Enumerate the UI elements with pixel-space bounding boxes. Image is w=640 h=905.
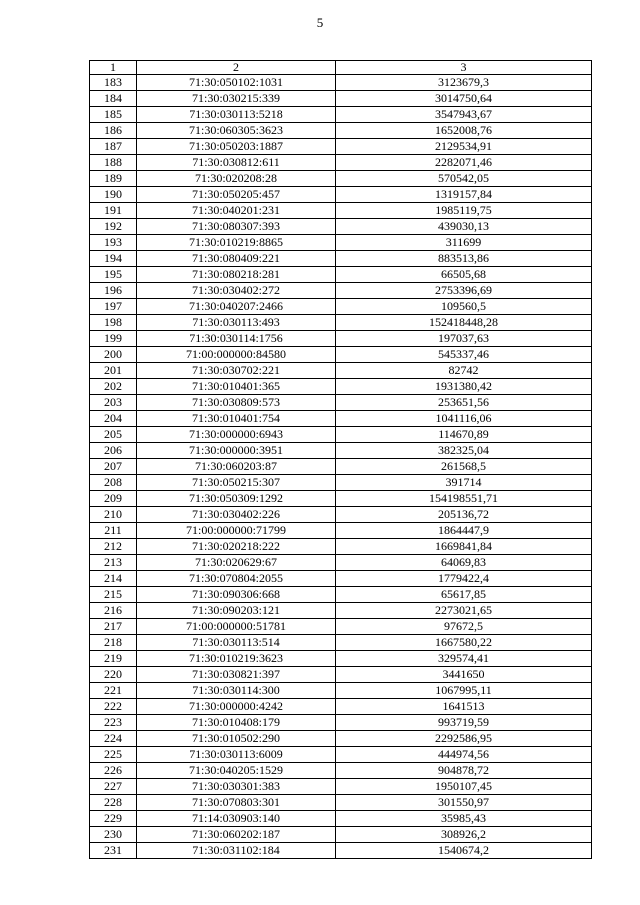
table-row (90, 155, 592, 171)
table-row (90, 235, 592, 251)
cadastral-number-cell: 71:30:030113:493 (137, 315, 336, 331)
table-row (90, 427, 592, 443)
cadastral-number-cell: 71:30:070804:2055 (137, 571, 336, 587)
column-header-1: 1 (90, 61, 137, 75)
row-number-cell: 200 (90, 347, 137, 363)
value-cell: 1950107,45 (336, 779, 592, 795)
value-cell: 391714 (336, 475, 592, 491)
value-cell: 114670,89 (336, 427, 592, 443)
table-row (90, 603, 592, 619)
row-number-cell: 212 (90, 539, 137, 555)
value-cell: 205136,72 (336, 507, 592, 523)
row-number-cell: 221 (90, 683, 137, 699)
row-number-cell: 191 (90, 203, 137, 219)
table-row (90, 395, 592, 411)
row-number-cell: 206 (90, 443, 137, 459)
value-cell: 253651,56 (336, 395, 592, 411)
table-row (90, 123, 592, 139)
value-cell: 82742 (336, 363, 592, 379)
row-number-cell: 215 (90, 587, 137, 603)
cadastral-number-cell: 71:30:080409:221 (137, 251, 336, 267)
row-number-cell: 226 (90, 763, 137, 779)
table-row (90, 203, 592, 219)
cadastral-number-cell: 71:30:050102:1031 (137, 75, 336, 91)
value-cell: 154198551,71 (336, 491, 592, 507)
row-number-cell: 203 (90, 395, 137, 411)
table-row (90, 555, 592, 571)
cadastral-number-cell: 71:30:020218:222 (137, 539, 336, 555)
cadastral-number-cell: 71:00:000000:84580 (137, 347, 336, 363)
row-number-cell: 196 (90, 283, 137, 299)
cadastral-number-cell: 71:00:000000:71799 (137, 523, 336, 539)
row-number-cell: 229 (90, 811, 137, 827)
table-row (90, 699, 592, 715)
cadastral-number-cell: 71:30:080307:393 (137, 219, 336, 235)
cadastral-number-cell: 71:30:050309:1292 (137, 491, 336, 507)
table-row (90, 571, 592, 587)
row-number-cell: 194 (90, 251, 137, 267)
value-cell: 3441650 (336, 667, 592, 683)
value-cell: 3014750,64 (336, 91, 592, 107)
cadastral-number-cell: 71:30:020208:28 (137, 171, 336, 187)
row-number-cell: 201 (90, 363, 137, 379)
row-number-cell: 208 (90, 475, 137, 491)
row-number-cell: 211 (90, 523, 137, 539)
table-row (90, 795, 592, 811)
value-cell: 439030,13 (336, 219, 592, 235)
cadastral-number-cell: 71:30:060305:3623 (137, 123, 336, 139)
table-row (90, 91, 592, 107)
cadastral-number-cell: 71:30:050205:457 (137, 187, 336, 203)
table-row (90, 363, 592, 379)
table-row (90, 283, 592, 299)
cadastral-number-cell: 71:30:010401:365 (137, 379, 336, 395)
cadastral-number-cell: 71:30:010502:290 (137, 731, 336, 747)
value-cell: 2292586,95 (336, 731, 592, 747)
cadastral-number-cell: 71:30:010408:179 (137, 715, 336, 731)
table-row (90, 171, 592, 187)
cadastral-number-cell: 71:30:060202:187 (137, 827, 336, 843)
cadastral-number-cell: 71:30:030114:300 (137, 683, 336, 699)
row-number-cell: 217 (90, 619, 137, 635)
cadastral-number-cell: 71:30:090203:121 (137, 603, 336, 619)
cadastral-number-cell: 71:30:030821:397 (137, 667, 336, 683)
cadastral-number-cell: 71:14:030903:140 (137, 811, 336, 827)
row-number-cell: 195 (90, 267, 137, 283)
row-number-cell: 192 (90, 219, 137, 235)
row-number-cell: 225 (90, 747, 137, 763)
cadastral-number-cell: 71:30:040207:2466 (137, 299, 336, 315)
row-number-cell: 207 (90, 459, 137, 475)
cadastral-number-cell: 71:30:030113:5218 (137, 107, 336, 123)
cadastral-number-cell: 71:30:030812:611 (137, 155, 336, 171)
cadastral-number-cell: 71:30:000000:4242 (137, 699, 336, 715)
table-row (90, 459, 592, 475)
value-cell: 1864447,9 (336, 523, 592, 539)
value-cell: 1041116,06 (336, 411, 592, 427)
row-number-cell: 190 (90, 187, 137, 203)
row-number-cell: 210 (90, 507, 137, 523)
table-row (90, 75, 592, 91)
value-cell: 883513,86 (336, 251, 592, 267)
value-cell: 64069,83 (336, 555, 592, 571)
value-cell: 109560,5 (336, 299, 592, 315)
row-number-cell: 228 (90, 795, 137, 811)
cadastral-number-cell: 71:30:030113:514 (137, 635, 336, 651)
row-number-cell: 198 (90, 315, 137, 331)
value-cell: 2282071,46 (336, 155, 592, 171)
column-header-2: 2 (137, 61, 336, 75)
table-row (90, 827, 592, 843)
row-number-cell: 219 (90, 651, 137, 667)
row-number-cell: 216 (90, 603, 137, 619)
value-cell: 1641513 (336, 699, 592, 715)
table-row (90, 411, 592, 427)
table-row (90, 811, 592, 827)
value-cell: 1067995,11 (336, 683, 592, 699)
table-row (90, 507, 592, 523)
value-cell: 65617,85 (336, 587, 592, 603)
cadastral-number-cell: 71:30:040201:231 (137, 203, 336, 219)
cadastral-number-cell: 71:30:040205:1529 (137, 763, 336, 779)
cadastral-number-cell: 71:30:010401:754 (137, 411, 336, 427)
value-cell: 545337,46 (336, 347, 592, 363)
value-cell: 329574,41 (336, 651, 592, 667)
table-row (90, 763, 592, 779)
row-number-cell: 227 (90, 779, 137, 795)
row-number-cell: 204 (90, 411, 137, 427)
row-number-cell: 224 (90, 731, 137, 747)
value-cell: 2273021,65 (336, 603, 592, 619)
value-cell: 382325,04 (336, 443, 592, 459)
value-cell: 311699 (336, 235, 592, 251)
table-row (90, 539, 592, 555)
table-row (90, 619, 592, 635)
row-number-cell: 209 (90, 491, 137, 507)
column-header-3: 3 (336, 61, 592, 75)
table-header-row (90, 61, 592, 75)
value-cell: 3123679,3 (336, 75, 592, 91)
cadastral-number-cell: 71:30:030402:272 (137, 283, 336, 299)
table-row (90, 779, 592, 795)
cadastral-number-cell: 71:30:080218:281 (137, 267, 336, 283)
table-row (90, 523, 592, 539)
row-number-cell: 223 (90, 715, 137, 731)
value-cell: 197037,63 (336, 331, 592, 347)
table-row (90, 843, 592, 859)
table-row (90, 475, 592, 491)
row-number-cell: 186 (90, 123, 137, 139)
row-number-cell: 199 (90, 331, 137, 347)
data-table (89, 60, 592, 859)
value-cell: 66505,68 (336, 267, 592, 283)
cadastral-number-cell: 71:30:020629:67 (137, 555, 336, 571)
row-number-cell: 188 (90, 155, 137, 171)
table-row (90, 315, 592, 331)
value-cell: 97672,5 (336, 619, 592, 635)
table-row (90, 715, 592, 731)
row-number-cell: 202 (90, 379, 137, 395)
cadastral-number-cell: 71:30:010219:8865 (137, 235, 336, 251)
table-row (90, 139, 592, 155)
value-cell: 1652008,76 (336, 123, 592, 139)
cadastral-number-cell: 71:30:030402:226 (137, 507, 336, 523)
value-cell: 2129534,91 (336, 139, 592, 155)
table-row (90, 683, 592, 699)
row-number-cell: 187 (90, 139, 137, 155)
value-cell: 570542,05 (336, 171, 592, 187)
cadastral-number-cell: 71:30:030215:339 (137, 91, 336, 107)
value-cell: 1667580,22 (336, 635, 592, 651)
row-number-cell: 213 (90, 555, 137, 571)
cadastral-number-cell: 71:30:050203:1887 (137, 139, 336, 155)
cadastral-number-cell: 71:30:050215:307 (137, 475, 336, 491)
cadastral-number-cell: 71:30:090306:668 (137, 587, 336, 603)
cadastral-number-cell: 71:30:070803:301 (137, 795, 336, 811)
cadastral-number-cell: 71:00:000000:51781 (137, 619, 336, 635)
table-row (90, 587, 592, 603)
row-number-cell: 222 (90, 699, 137, 715)
cadastral-number-cell: 71:30:000000:6943 (137, 427, 336, 443)
cadastral-number-cell: 71:30:030809:573 (137, 395, 336, 411)
table-row (90, 251, 592, 267)
value-cell: 1319157,84 (336, 187, 592, 203)
table-row (90, 635, 592, 651)
row-number-cell: 185 (90, 107, 137, 123)
value-cell: 1669841,84 (336, 539, 592, 555)
table-row (90, 299, 592, 315)
table-row (90, 331, 592, 347)
row-number-cell: 189 (90, 171, 137, 187)
row-number-cell: 184 (90, 91, 137, 107)
value-cell: 1779422,4 (336, 571, 592, 587)
row-number-cell: 230 (90, 827, 137, 843)
row-number-cell: 183 (90, 75, 137, 91)
cadastral-number-cell: 71:30:030301:383 (137, 779, 336, 795)
value-cell: 1985119,75 (336, 203, 592, 219)
value-cell: 35985,43 (336, 811, 592, 827)
value-cell: 1931380,42 (336, 379, 592, 395)
table-row (90, 667, 592, 683)
table-row (90, 747, 592, 763)
value-cell: 301550,97 (336, 795, 592, 811)
value-cell: 1540674,2 (336, 843, 592, 859)
table-row (90, 491, 592, 507)
table-row (90, 731, 592, 747)
cadastral-number-cell: 71:30:031102:184 (137, 843, 336, 859)
table-row (90, 443, 592, 459)
table-row (90, 347, 592, 363)
table-row (90, 219, 592, 235)
row-number-cell: 231 (90, 843, 137, 859)
cadastral-number-cell: 71:30:000000:3951 (137, 443, 336, 459)
row-number-cell: 214 (90, 571, 137, 587)
cadastral-number-cell: 71:30:030702:221 (137, 363, 336, 379)
cadastral-number-cell: 71:30:010219:3623 (137, 651, 336, 667)
page-number: 5 (316, 15, 324, 30)
value-cell: 444974,56 (336, 747, 592, 763)
value-cell: 308926,2 (336, 827, 592, 843)
value-cell: 904878,72 (336, 763, 592, 779)
value-cell: 152418448,28 (336, 315, 592, 331)
table-row (90, 107, 592, 123)
cadastral-number-cell: 71:30:060203:87 (137, 459, 336, 475)
table-row (90, 267, 592, 283)
row-number-cell: 205 (90, 427, 137, 443)
table-row (90, 651, 592, 667)
row-number-cell: 220 (90, 667, 137, 683)
value-cell: 993719,59 (336, 715, 592, 731)
cadastral-number-cell: 71:30:030114:1756 (137, 331, 336, 347)
row-number-cell: 218 (90, 635, 137, 651)
row-number-cell: 193 (90, 235, 137, 251)
table-row (90, 379, 592, 395)
value-cell: 3547943,67 (336, 107, 592, 123)
value-cell: 261568,5 (336, 459, 592, 475)
table-row (90, 187, 592, 203)
cadastral-number-cell: 71:30:030113:6009 (137, 747, 336, 763)
row-number-cell: 197 (90, 299, 137, 315)
value-cell: 2753396,69 (336, 283, 592, 299)
table-body (90, 61, 592, 859)
